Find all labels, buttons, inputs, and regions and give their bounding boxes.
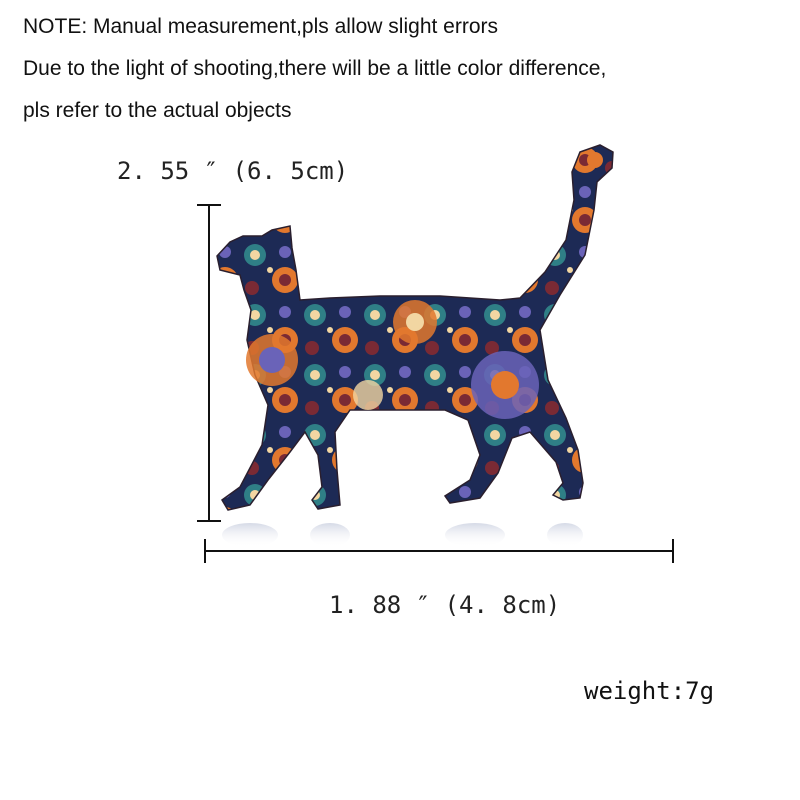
refer-actual-note: pls refer to the actual objects — [23, 99, 292, 122]
weight-label: weight:7g — [584, 677, 715, 705]
measurement-note: NOTE: Manual measurement,pls allow slight errors — [23, 15, 499, 38]
color-difference-note: Due to the light of shooting,there will be a little color difference, — [23, 57, 607, 80]
width-dimension-label: 1. 88 ″ (4. 8cm) — [329, 591, 561, 619]
cat-reflection — [222, 523, 583, 547]
width-dimension-line — [205, 539, 673, 563]
height-dimension-line — [197, 205, 221, 521]
height-dimension-label: 2. 55 ″ (6. 5cm) — [117, 157, 349, 185]
